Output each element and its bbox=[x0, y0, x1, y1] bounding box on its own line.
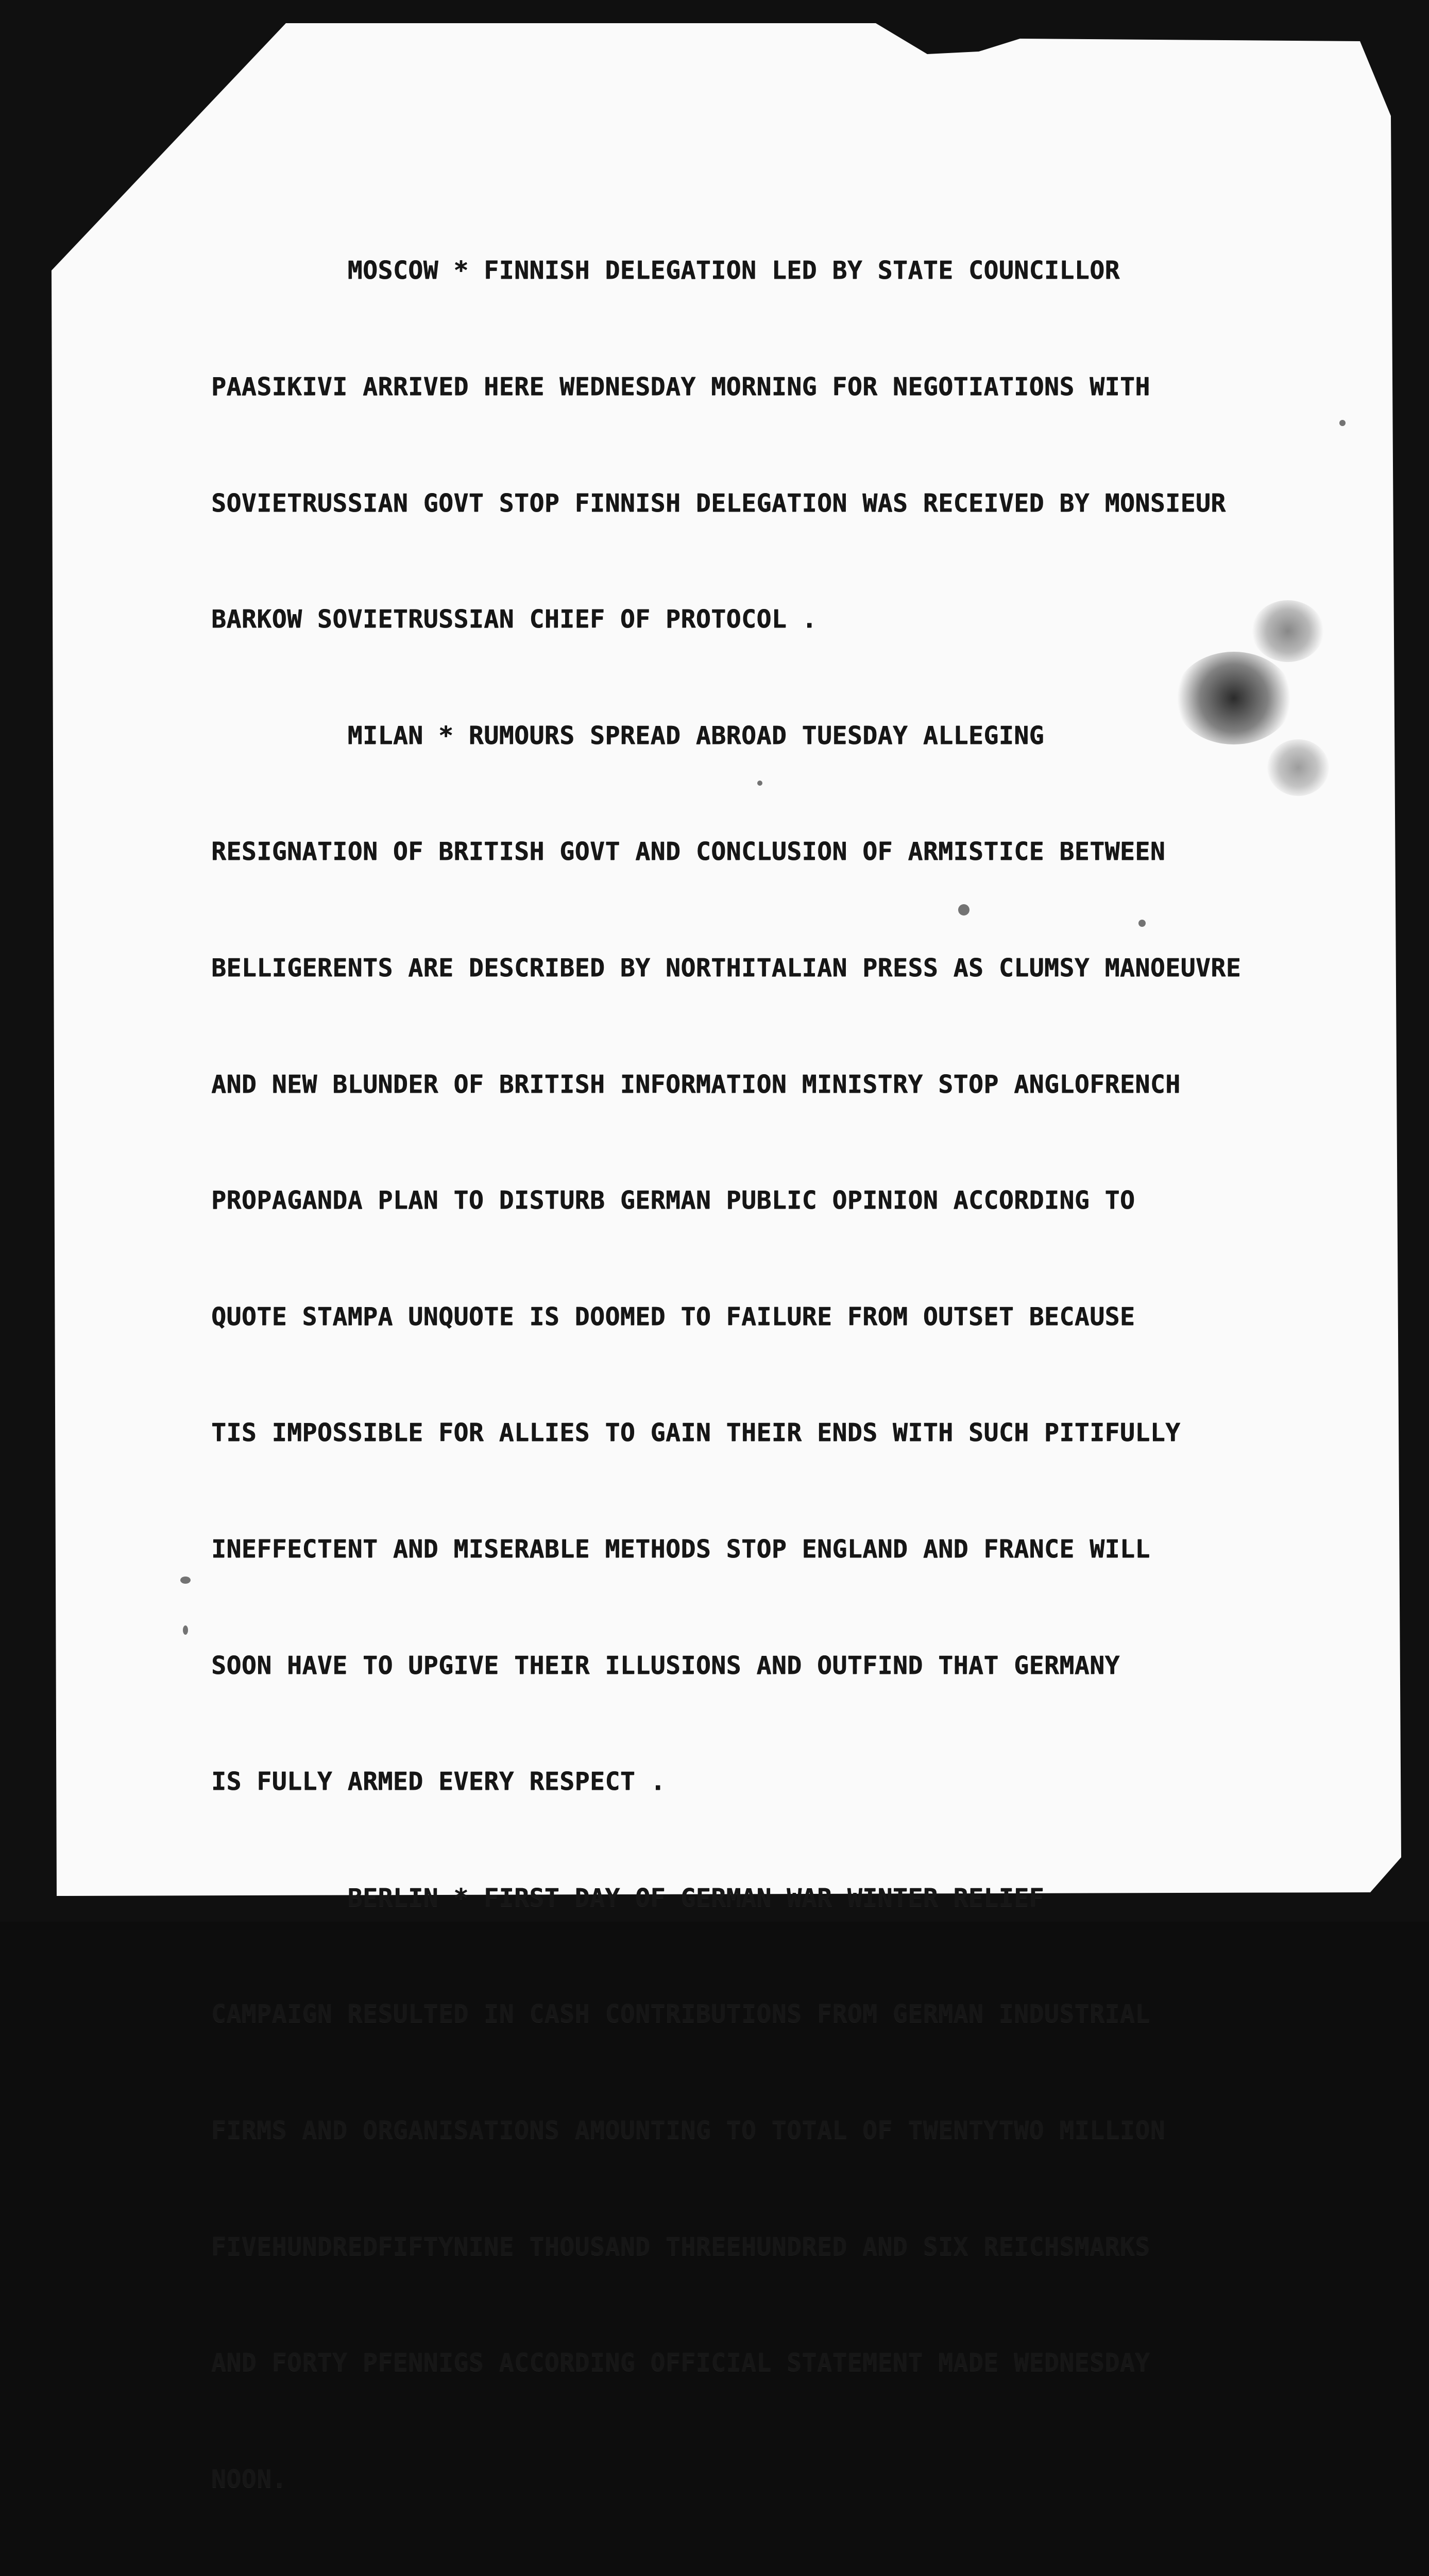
text-line: NOON. bbox=[211, 2464, 287, 2494]
ink-speck bbox=[180, 1577, 191, 1584]
text-line: TIS IMPOSSIBLE FOR ALLIES TO GAIN THEIR ENDS WITH SUCH PITIFULLY bbox=[211, 1418, 1181, 1448]
text-line: BELLIGERENTS ARE DESCRIBED BY NORTHITALIAN PRESS AS CLUMSY MANOEUVRE bbox=[211, 953, 1241, 982]
text-line: BERLIN * FIRST DAY OF GERMAN WAR WINTER RELIEF bbox=[211, 1883, 1044, 1912]
text-line: SOVIETRUSSIAN GOVT STOP FINNISH DELEGATION WAS RECEIVED BY MONSIEUR bbox=[211, 488, 1226, 518]
text-line: AND NEW BLUNDER OF BRITISH INFORMATION MINISTRY STOP ANGLOFRENCH bbox=[211, 1070, 1181, 1099]
text-line: SOON HAVE TO UPGIVE THEIR ILLUSIONS AND OUTFIND THAT GERMANY bbox=[211, 1651, 1120, 1680]
ink-speck bbox=[1339, 420, 1346, 426]
text-line: IS FULLY ARMED EVERY RESPECT . bbox=[211, 1767, 666, 1797]
text-line: RESIGNATION OF BRITISH GOVT AND CONCLUSION OF ARMISTICE BETWEEN bbox=[211, 837, 1166, 867]
text-line: MOSCOW * FINNISH DELEGATION LED BY STATE COUNCILLOR bbox=[211, 256, 1120, 285]
document-body bbox=[211, 174, 1324, 2576]
text-line: FIVEHUNDREDFIFTYNINE THOUSAND THREEHUNDRED AND SIX REICHSMARKS bbox=[211, 2232, 1150, 2261]
text-line: MILAN * RUMOURS SPREAD ABROAD TUESDAY ALLEGING bbox=[211, 721, 1044, 750]
text-line: QUOTE STAMPA UNQUOTE IS DOOMED TO FAILURE FROM OUTSET BECAUSE bbox=[211, 1302, 1135, 1331]
text-line: INEFFECTENT AND MISERABLE METHODS STOP ENGLAND AND FRANCE WILL bbox=[211, 1534, 1150, 1564]
text-line: CAMPAIGN RESULTED IN CASH CONTRIBUTIONS FROM GERMAN INDUSTRIAL bbox=[211, 1999, 1150, 2029]
text-line: PAASIKIVI ARRIVED HERE WEDNESDAY MORNING FOR NEGOTIATIONS WITH bbox=[211, 372, 1150, 401]
text-line: BARKOW SOVIETRUSSIAN CHIEF OF PROTOCOL . bbox=[211, 605, 817, 634]
text-line: FIRMS AND ORGANISATIONS AMOUNTING TO TOTAL OF TWENTYTWO MILLION bbox=[211, 2115, 1166, 2145]
text-line: AND FORTY PFENNIGS ACCORDING OFFICIAL STATEMENT MADE WEDNESDAY bbox=[211, 2348, 1150, 2378]
ink-speck bbox=[183, 1625, 188, 1635]
text-line: PROPAGANDA PLAN TO DISTURB GERMAN PUBLIC OPINION ACCORDING TO bbox=[211, 1186, 1135, 1215]
